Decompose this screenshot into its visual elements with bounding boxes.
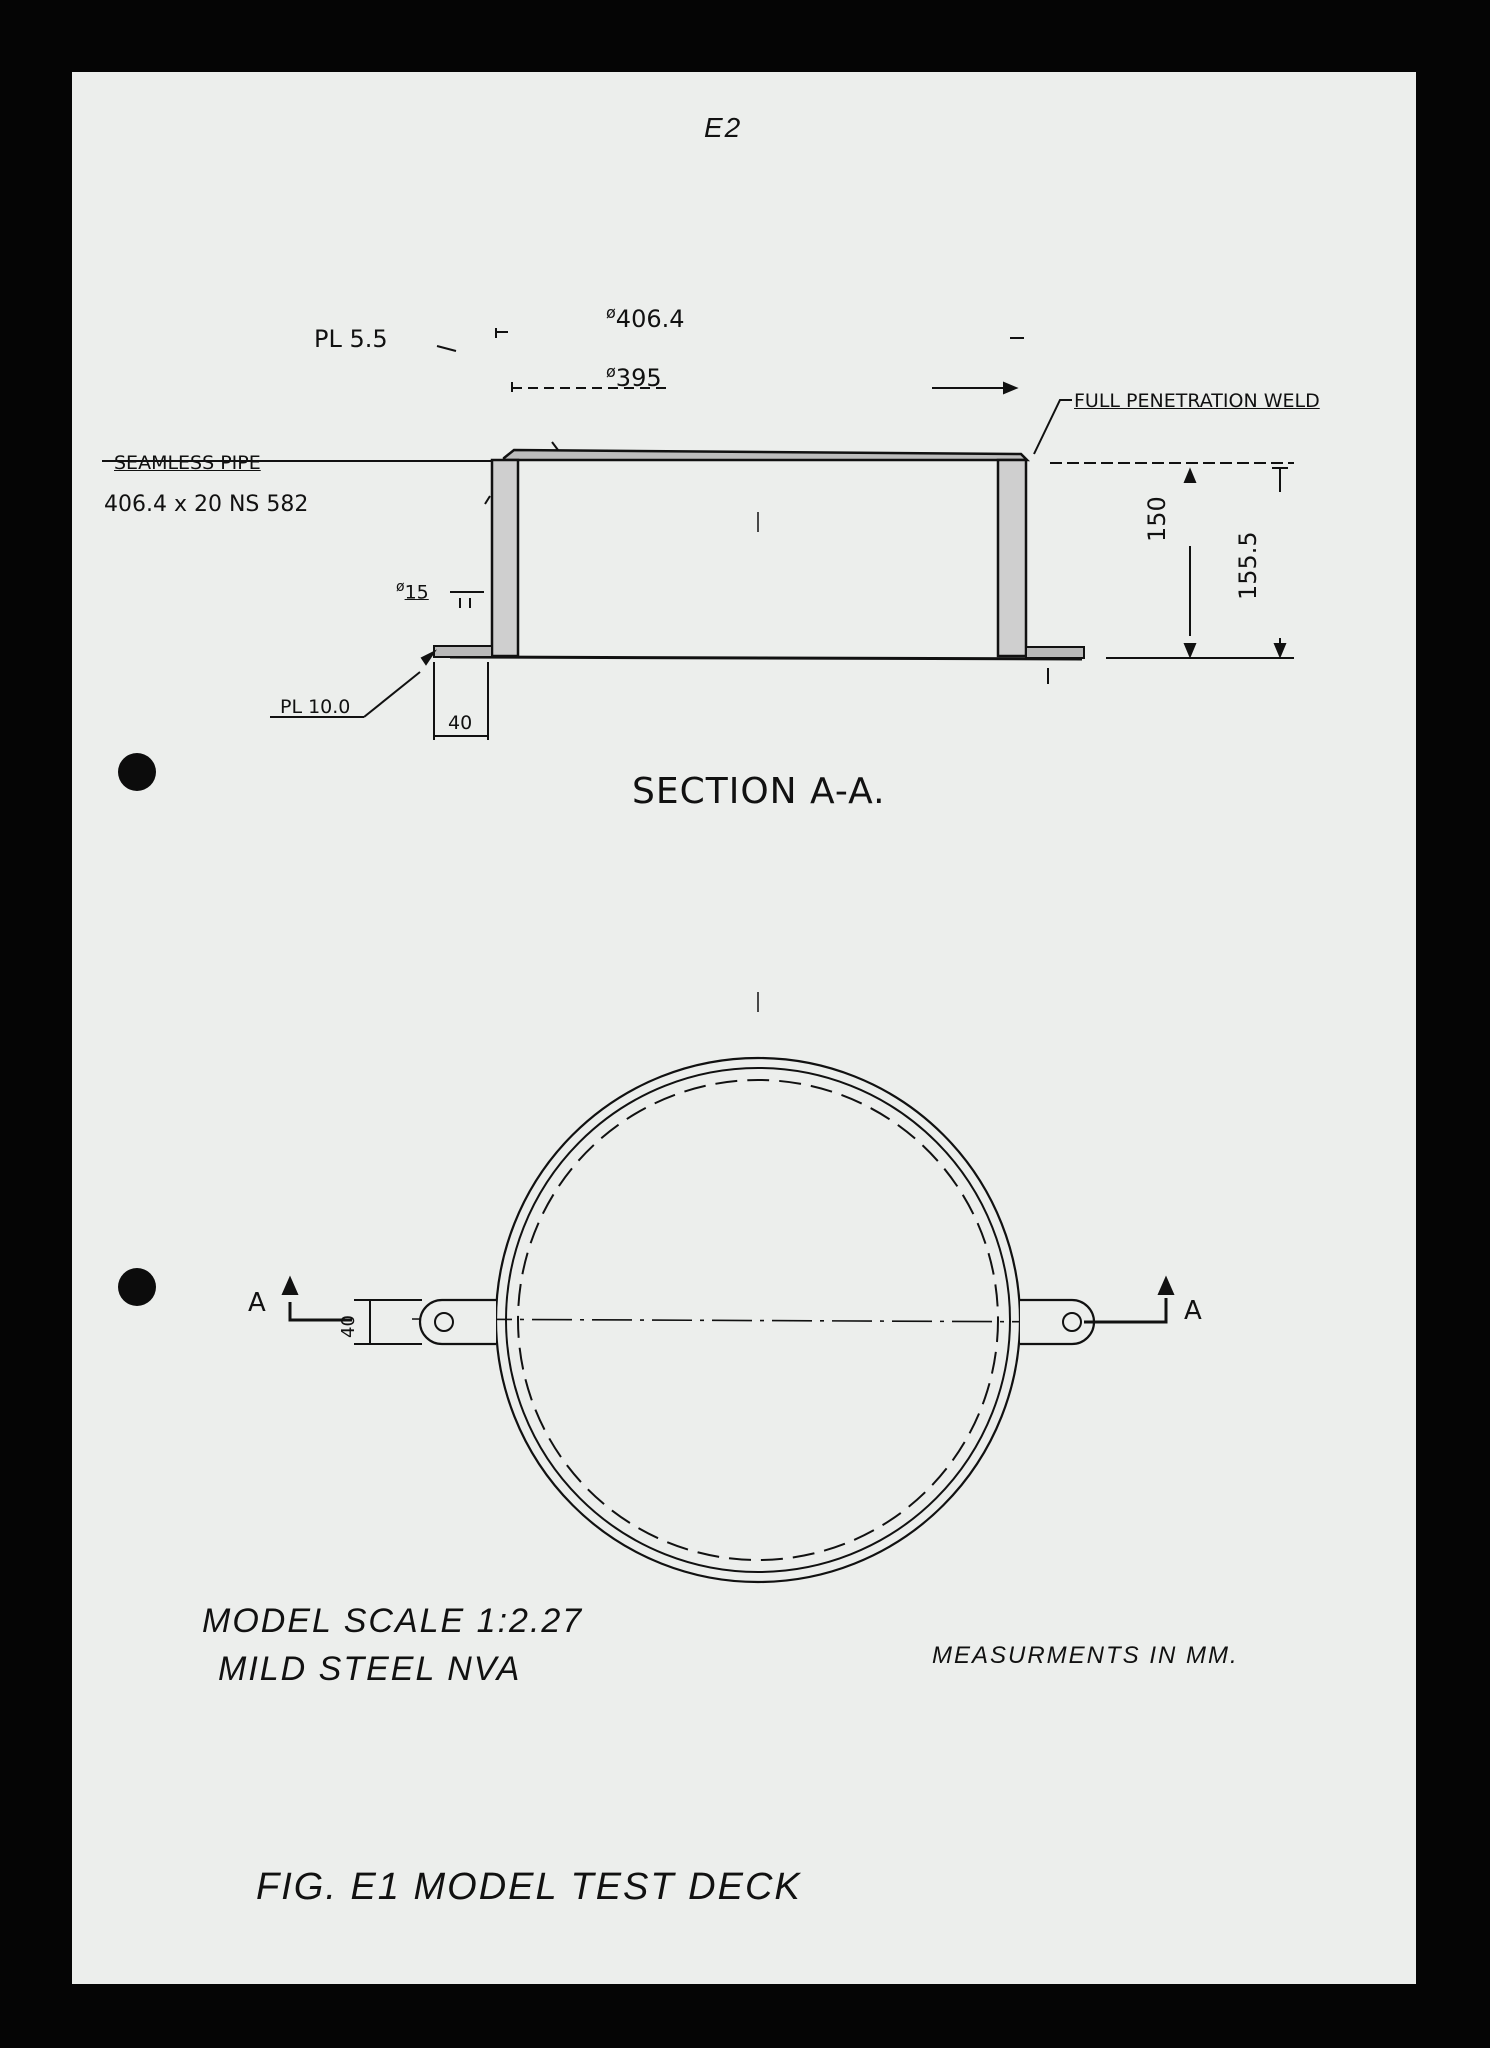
scale-note: MODEL SCALE 1:2.27 [202,1602,584,1640]
drawing-sheet [72,72,1416,1984]
section-arrow-right [1084,1298,1166,1322]
page-number: E2 [704,112,743,143]
right-pipe-wall [998,460,1026,656]
weld-note: FULL PENETRATION WELD [1074,390,1320,412]
pipe-label-line2: 406.4 x 20 NS 582 [104,492,309,517]
plate-thickness-label: PL 5.5 [314,325,388,353]
section-title: SECTION A-A. [632,771,886,812]
height-inner-label: 150 [1143,496,1171,542]
units-note: MEASURMENTS IN MM. [932,1642,1239,1669]
left-flange [434,646,492,657]
outer-diameter-label: $^ø$406.4 [606,303,685,333]
lug-width-label: 40 [338,1315,359,1338]
right-flange [1026,647,1084,658]
diameter-symbol-icon: ø [606,362,616,381]
material-note: MILD STEEL NVA [218,1650,522,1688]
inner-diameter-label: $^ø$395 [606,362,662,392]
section-marker-left: A [248,1288,266,1318]
pipe-label-line1: SEAMLESS PIPE [114,452,261,474]
technical-drawing [72,72,1416,1984]
hole-diameter-label: $^ø$15 [396,579,429,604]
inner-dashed-circle [518,1080,998,1560]
left-lug [420,1300,496,1344]
diameter-symbol-icon: ø [396,579,405,595]
diameter-symbol-icon: ø [606,303,616,322]
top-plate [504,450,1027,460]
base-plate-label: PL 10.0 [280,696,351,718]
outer-pipe-circle [496,1058,1020,1582]
left-pipe-wall [492,460,518,656]
height-total-label: 155.5 [1234,531,1262,600]
flange-width-label: 40 [448,712,473,734]
right-lug [1020,1300,1094,1344]
section-marker-right: A [1184,1296,1202,1326]
figure-caption: FIG. E1 MODEL TEST DECK [256,1866,802,1908]
